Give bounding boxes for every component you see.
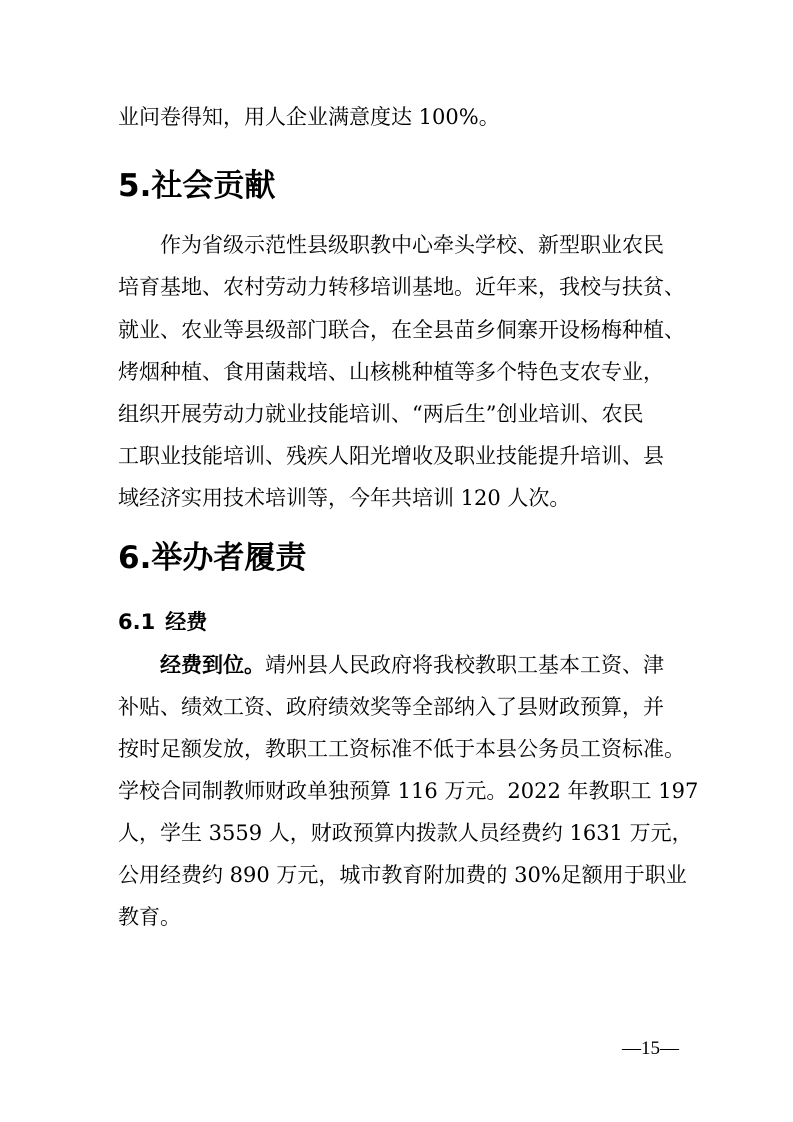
- section-6-line: [160, 650, 664, 680]
- carryover-line: 业问卷得知，用人企业满意度达 100%。: [118, 105, 500, 129]
- subsection-6-1-heading: [118, 607, 207, 637]
- page-number: —15—: [622, 1038, 679, 1059]
- section-5-line: 烤烟种植、食用菌栽培、山核桃种植等多个特色支农专业，: [118, 360, 664, 384]
- section-6-line: 人，学生 3559 人，财政预算内拨款人员经费约 1631 万元，: [118, 821, 693, 845]
- section-5-line: 工职业技能培训、残疾人阳光增收及职业技能提升培训、县: [118, 444, 664, 468]
- section-6-line: 学校合同制教师财政单独预算 116 万元。2022 年教职工 197: [118, 779, 699, 803]
- lead-phrase: 经费到位。: [160, 653, 265, 677]
- section-5-line: 作为省级示范性县级职教中心牵头学校、新型职业农民: [160, 233, 664, 257]
- subsection-label: 经费: [165, 610, 208, 634]
- section-6-line: 补贴、绩效工资、政府绩效奖等全部纳入了县财政预算，并: [118, 695, 664, 719]
- section-5-line: 就业、农业等县级部门联合，在全县苗乡侗寨开设杨梅种植、: [118, 318, 685, 342]
- section-6-line: 按时足额发放，教职工工资标准不低于本县公务员工资标准。: [118, 737, 685, 761]
- section-5-line: 域经济实用技术培训等，今年共培训 120 人次。: [118, 486, 571, 510]
- subsection-number: 6.1: [118, 610, 156, 634]
- section-6-line: 公用经费约 890 万元，城市教育附加费的 30%足额用于职业: [118, 863, 687, 887]
- lead-line-text: 靖州县人民政府将我校教职工基本工资、津: [265, 653, 664, 677]
- section-5-heading: 5.社会贡献: [118, 168, 276, 204]
- section-5-line: 组织开展劳动力就业技能培训、“两后生”创业培训、农民: [118, 402, 644, 426]
- section-6-heading: 6.举办者履责: [118, 540, 307, 576]
- section-6-line: 教育。: [118, 905, 181, 929]
- section-5-line: 培育基地、农村劳动力转移培训基地。近年来，我校与扶贫、: [118, 275, 685, 299]
